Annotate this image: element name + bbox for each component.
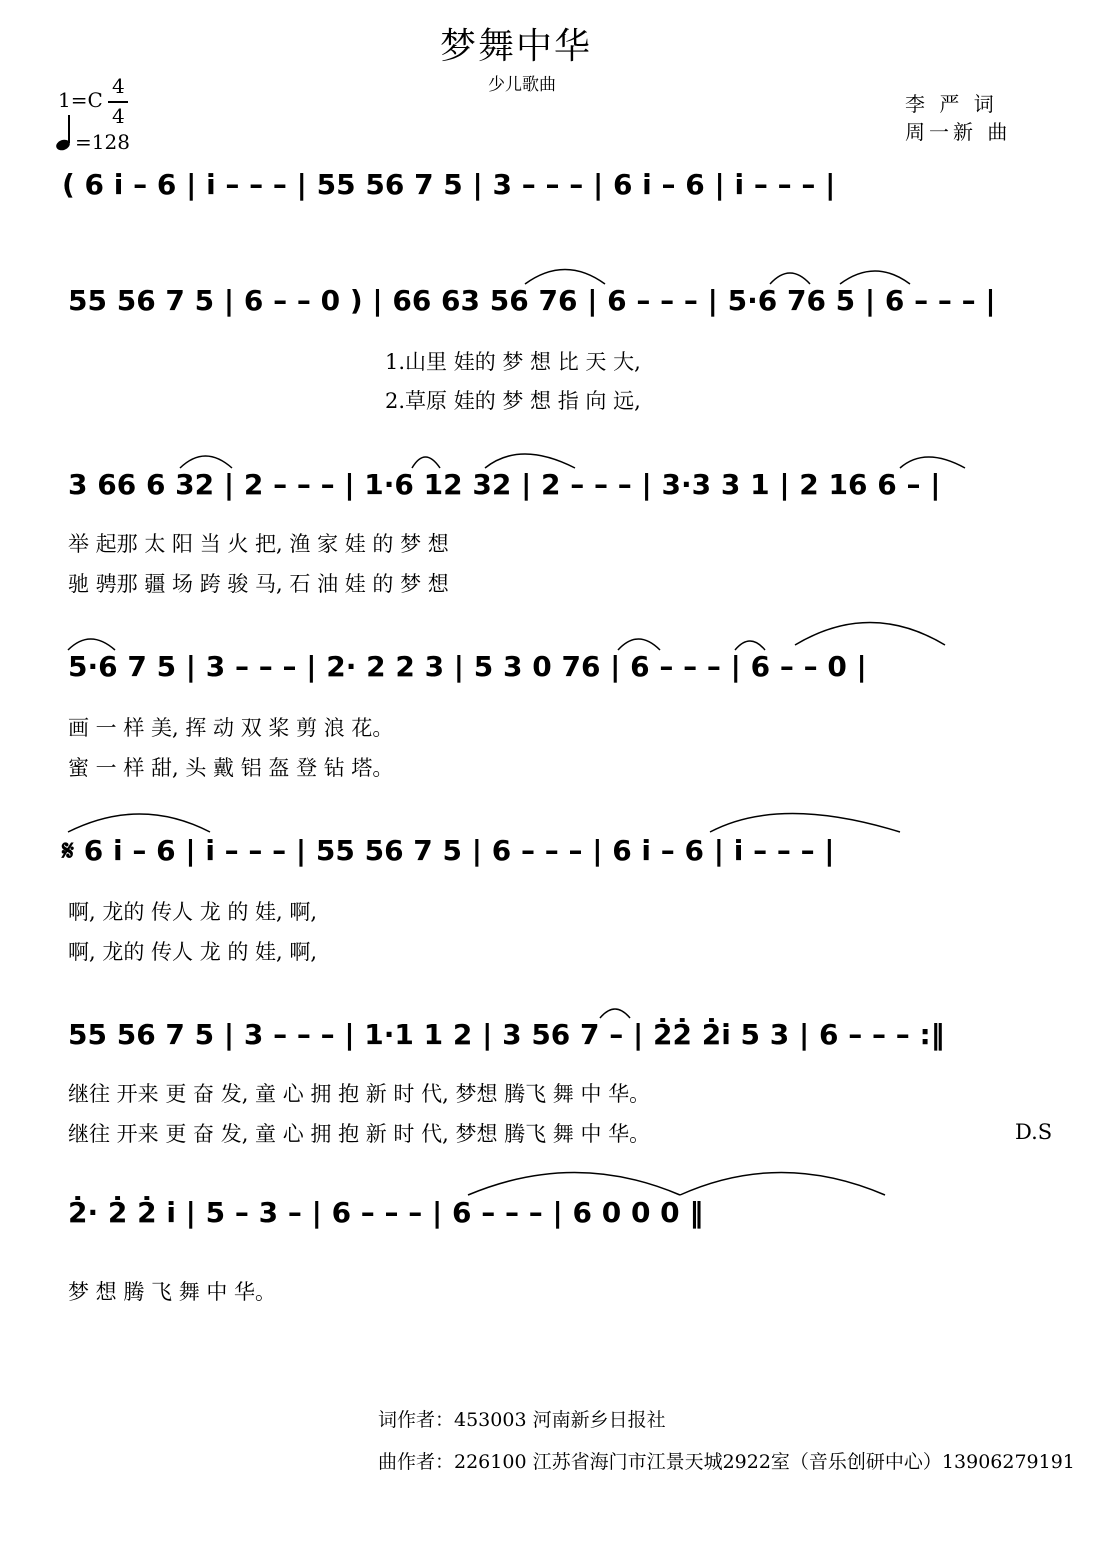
slur-arc	[710, 814, 900, 833]
slur-arc	[618, 639, 660, 650]
slur-arc	[680, 1173, 885, 1196]
song-title: 梦舞中华	[440, 26, 593, 67]
slur-arc	[900, 457, 965, 468]
score-line-3-lyrics-verse-2: 驰 骋那 疆 场 跨 骏 马, 石 油 娃 的 梦 想	[68, 572, 449, 596]
slur-arc	[770, 273, 810, 284]
score-line-2-lyrics-verse-2: 2.草原 娃的 梦 想 指 向 远,	[385, 389, 641, 413]
song-subtitle: 少儿歌曲	[488, 75, 556, 95]
dal-segno-mark: D.S	[1015, 1120, 1053, 1144]
score-line-3-lyrics-verse-1: 举 起那 太 阳 当 火 把, 渔 家 娃 的 梦 想	[68, 532, 449, 556]
score-line-2-lyrics-verse-1: 1.山里 娃的 梦 想 比 天 大,	[385, 350, 641, 374]
time-signature-top: 4	[112, 74, 125, 98]
score-line-5-lyrics-verse-2: 啊, 龙的 传人 龙 的 娃, 啊,	[68, 940, 318, 964]
slur-arc	[180, 456, 232, 468]
slur-arc	[600, 1009, 630, 1018]
slur-arc	[68, 639, 115, 650]
slur-arc	[840, 271, 910, 284]
score-line-4-lyrics-verse-1: 画 一 样 美, 挥 动 双 桨 剪 浪 花。	[68, 716, 394, 740]
slur-arc	[412, 457, 440, 468]
key-signature: 1=C	[58, 88, 103, 112]
score-line-6-lyrics-verse-2: 继往 开来 更 奋 发, 童 心 拥 抱 新 时 代, 梦想 腾飞 舞 中 华。	[68, 1122, 651, 1146]
score-line-5-lyrics-verse-1: 啊, 龙的 传人 龙 的 娃, 啊,	[68, 900, 318, 924]
score-line-4-lyrics-verse-2: 蜜 一 样 甜, 头 戴 铝 盔 登 钻 塔。	[68, 756, 394, 780]
score-line-5-notes: 𝄋 6 i̇ – 6 | i̇ – – – | 55 56 7 5 | 6 – – – | 6 i̇ – 6 | i̇ – – – |	[62, 834, 835, 867]
composer-address: 曲作者：226100 江苏省海门市江景天城2922室（音乐创研中心）13906279191	[378, 1451, 1075, 1473]
time-signature-bottom: 4	[112, 104, 125, 128]
score-line-3-notes: 3 66 6 32 | 2 – – – | 1·6 12 32 | 2 – – – | 3·3 3 1 | 2 16 6 – |	[68, 468, 941, 501]
score-line-6-lyrics-verse-1: 继往 开来 更 奋 发, 童 心 拥 抱 新 时 代, 梦想 腾飞 舞 中 华。	[68, 1082, 651, 1106]
score-line-4-notes: 5·6 7 5 | 3 – – – | 2· 2 2 3 | 5 3 0 76 | 6 – – – | 6 – – 0 |	[68, 650, 867, 683]
slur-arc	[468, 1173, 680, 1196]
slur-arc	[485, 454, 575, 468]
score-line-2-notes: 55 56 7 5 | 6 – – 0 ) | 66 63 56 76 | 6 – – – | 5·6 76 5 | 6 – – – |	[68, 284, 996, 317]
score-line-6-notes: 55 56 7 5 | 3 – – – | 1·1 1 2 | 3 56 7 – | 2̇2̇ 2̇i̇ 5 3 | 6 – – – :‖	[68, 1018, 945, 1051]
slur-arc	[735, 641, 765, 650]
slur-arc	[525, 270, 605, 285]
slur-arc	[795, 623, 945, 646]
score-line-1-notes: ( 6 i̇ – 6 | i̇ – – – | 55 56 7 5 | 3 – – – | 6 i̇ – 6 | i̇ – – – |	[62, 168, 836, 201]
slur-arc	[68, 814, 210, 832]
score-line-7-notes: 2̇· 2̇ 2̇ i̇ | 5 – 3 – | 6 – – – | 6 – – – | 6 0 0 0 ‖	[68, 1196, 704, 1229]
tempo-mark: =128	[75, 130, 130, 154]
lyricist-address: 词作者：453003 河南新乡日报社	[378, 1409, 666, 1431]
score-line-7-lyrics-verse-1: 梦 想 腾 飞 舞 中 华。	[68, 1280, 277, 1304]
lyricist-credit: 李 严 词	[905, 92, 998, 116]
composer-credit: 周一新 曲	[905, 120, 1012, 144]
